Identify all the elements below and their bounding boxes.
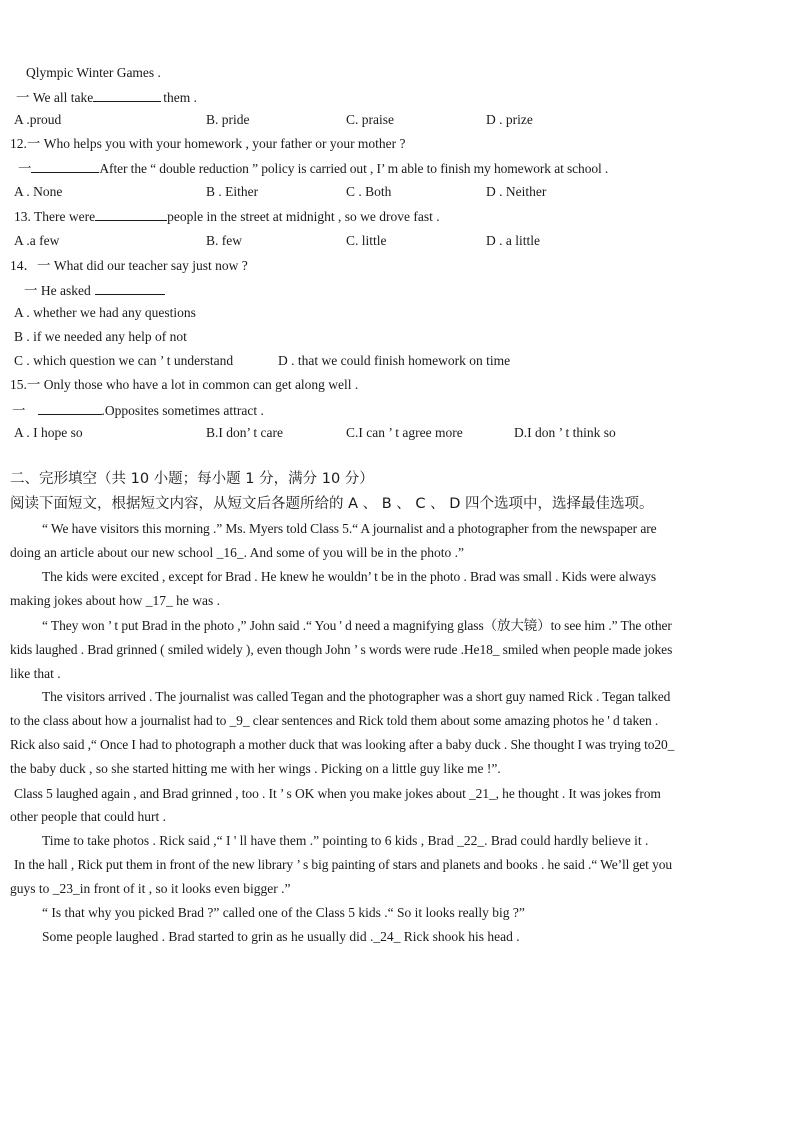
q13-stem xyxy=(14,205,440,228)
q15-option-b[interactable]: B.I don’ t care xyxy=(206,425,283,440)
q14-option-b-line xyxy=(0,326,793,348)
q14-option-b[interactable]: B . if we needed any help of not xyxy=(14,329,187,344)
passage-line-7 xyxy=(0,663,793,685)
q15-dash: 一 xyxy=(12,403,26,418)
q14-answer-line xyxy=(0,279,793,301)
q13-answer-blank[interactable] xyxy=(95,205,167,221)
q13-options xyxy=(0,230,793,252)
passage-line-13 xyxy=(0,806,793,828)
section2-title-line xyxy=(0,468,793,490)
passage-text: like that . xyxy=(10,666,61,681)
q11-option-c[interactable]: C. praise xyxy=(346,112,394,127)
passage-line-3 xyxy=(0,566,793,588)
passage-line-14 xyxy=(0,830,793,852)
q12-option-a[interactable]: A . None xyxy=(14,184,63,199)
passage-text: Class 5 laughed again , and Brad grinned , too . It ’ s OK when you make jokes about _21_, he thought . It was jokes from xyxy=(14,786,661,801)
passage-text: kids laughed . Brad grinned ( smiled widely ), even though John ’ s words were rude .He18_ smiled when people made jokes xyxy=(10,642,673,657)
q11-option-d[interactable]: D . prize xyxy=(486,112,533,127)
q11-stem xyxy=(16,86,197,109)
q13-option-c[interactable]: C. little xyxy=(346,233,387,248)
q14-option-a[interactable]: A . whether we had any questions xyxy=(14,305,196,320)
q13-option-d[interactable]: D . a little xyxy=(486,233,540,248)
passage-line-10 xyxy=(0,734,793,756)
passage-text: The kids were excited , except for Brad . He knew he wouldn’ t be in the photo . Brad was small . Kids were always xyxy=(42,569,657,584)
section2-title: 二、完形填空（共 10 小题；每小题 1 分，满分 10 分） xyxy=(10,471,374,487)
q15-option-a[interactable]: A . I hope so xyxy=(14,425,83,440)
passage-line-9 xyxy=(0,710,793,732)
passage-line-8 xyxy=(0,686,793,708)
q14-stem-line xyxy=(0,255,793,277)
q14-stem: 14．一 What did our teacher say just now ? xyxy=(10,258,248,273)
q13-stem-a: 13. There were xyxy=(14,209,96,224)
passage-text: guys to _23_in front of it , so it looks even bigger .” xyxy=(10,881,291,896)
passage-line-17 xyxy=(0,902,793,924)
passage-text: other people that could hurt . xyxy=(10,809,166,824)
passage-text: Some people laughed . Brad started to grin as he usually did ._24_ Rick shook his head . xyxy=(42,929,520,944)
q11-line-1 xyxy=(0,62,793,84)
q12-option-c[interactable]: C . Both xyxy=(346,184,392,199)
q13-stem-b: people in the street at midnight , so we drove fast . xyxy=(167,209,440,224)
q11-option-a[interactable]: A .proud xyxy=(14,112,62,127)
q11-continuation: Qlympic Winter Games . xyxy=(26,65,161,80)
q15-option-c[interactable]: C.I can ’ t agree more xyxy=(346,425,463,440)
q15-option-d[interactable]: D.I don ’ t think so xyxy=(514,425,616,440)
q15-answer-text: .Opposites sometimes attract . xyxy=(101,403,264,418)
section2-instruction: 阅读下面短文，根据短文内容，从短文后各题所给的 A 、 B 、 C 、 D 四个选项中，选择最佳选项。 xyxy=(10,496,654,512)
q12-dash: 一 xyxy=(18,161,32,176)
q13-option-a[interactable]: A .a few xyxy=(14,233,60,248)
q14-option-c[interactable]: C . which question we can ’ t understand xyxy=(14,353,234,368)
q14-answer xyxy=(24,279,165,302)
passage-line-5 xyxy=(0,615,793,637)
passage-line-1 xyxy=(0,518,793,540)
passage-text: The visitors arrived . The journalist was called Tegan and the photographer was a short guy named Rick . Tegan talked xyxy=(42,689,671,704)
passage-line-12 xyxy=(0,783,793,805)
q12-options xyxy=(0,181,793,203)
q15-stem: 15.一 Only those who have a lot in common can get along well . xyxy=(10,377,359,392)
passage-text: “ Is that why you picked Brad ?” called one of the Class 5 kids .“ So it looks really big ?” xyxy=(42,905,525,920)
passage-text: “ They won ’ t put Brad in the photo ,” John said .“ You ' d need a magnifying glass（放大镜）to see him .” The other xyxy=(42,618,672,633)
passage-text: to the class about how a journalist had to _9_ clear sentences and Rick told them about some amazing photos he ' d taken . xyxy=(10,713,659,728)
passage-line-4 xyxy=(0,590,793,612)
q14-answer-blank[interactable] xyxy=(95,279,165,295)
q14-option-d[interactable]: D . that we could finish homework on time xyxy=(278,353,511,368)
q11-stem-b: them . xyxy=(163,90,198,105)
passage-line-18 xyxy=(0,926,793,948)
passage-line-6 xyxy=(0,639,793,661)
passage-text: Rick also said ,“ Once I had to photograph a mother duck that was looking after a baby duck . She thought I was trying to20_ xyxy=(10,737,675,752)
section2-instruction-line xyxy=(0,493,793,515)
q11-stem-a: 一 We all take xyxy=(16,90,94,105)
q11-option-b[interactable]: B. pride xyxy=(206,112,250,127)
q13-stem-line xyxy=(0,205,793,227)
q15-answer-blank[interactable] xyxy=(38,399,102,415)
q12-answer-text: After the “ double reduction ” policy is carried out , I’ m able to finish my homework at school . xyxy=(99,161,609,176)
q15-options xyxy=(0,422,793,444)
q12-option-d[interactable]: D . Neither xyxy=(486,184,547,199)
q15-answer xyxy=(12,399,264,422)
passage-line-15 xyxy=(0,854,793,876)
passage-text: the baby duck , so she started hitting me with her wings . Picking on a little guy like me !”. xyxy=(10,761,501,776)
passage-text: “ We have visitors this morning .” Ms. Myers told Class 5.“ A journalist and a photographer from the newspaper are xyxy=(42,521,657,536)
q14-option-a-line xyxy=(0,302,793,324)
passage-text: making jokes about how _17_ he was . xyxy=(10,593,220,608)
passage-text: Time to take photos . Rick said ,“ I ' ll have them .” pointing to 6 kids , Brad _22_. Brad could hardly believe it . xyxy=(42,833,649,848)
q12-stem-line xyxy=(0,133,793,155)
q11-options xyxy=(0,109,793,131)
q12-answer-line xyxy=(0,157,793,179)
q12-answer-blank[interactable] xyxy=(31,157,99,173)
q12-stem: 12.一 Who helps you with your homework , your father or your mother ? xyxy=(10,136,406,151)
q11-answer-blank[interactable] xyxy=(93,86,161,102)
q13-option-b[interactable]: B. few xyxy=(206,233,242,248)
passage-line-11 xyxy=(0,758,793,780)
passage-text: doing an article about our new school _16_. And some of you will be in the photo .” xyxy=(10,545,465,560)
passage-line-2 xyxy=(0,542,793,564)
q11-stem-line xyxy=(0,86,793,108)
q14-answer-text: 一 He asked xyxy=(24,283,91,298)
q15-answer-line xyxy=(0,399,793,421)
passage-text: In the hall , Rick put them in front of the new library ’ s big painting of stars and planets and books . he said .“ We’ll get you xyxy=(14,857,673,872)
q12-answer xyxy=(18,157,608,180)
q14-option-cd-line xyxy=(0,350,793,372)
q12-option-b[interactable]: B . Either xyxy=(206,184,259,199)
q15-stem-line xyxy=(0,374,793,396)
passage-line-16 xyxy=(0,878,793,900)
